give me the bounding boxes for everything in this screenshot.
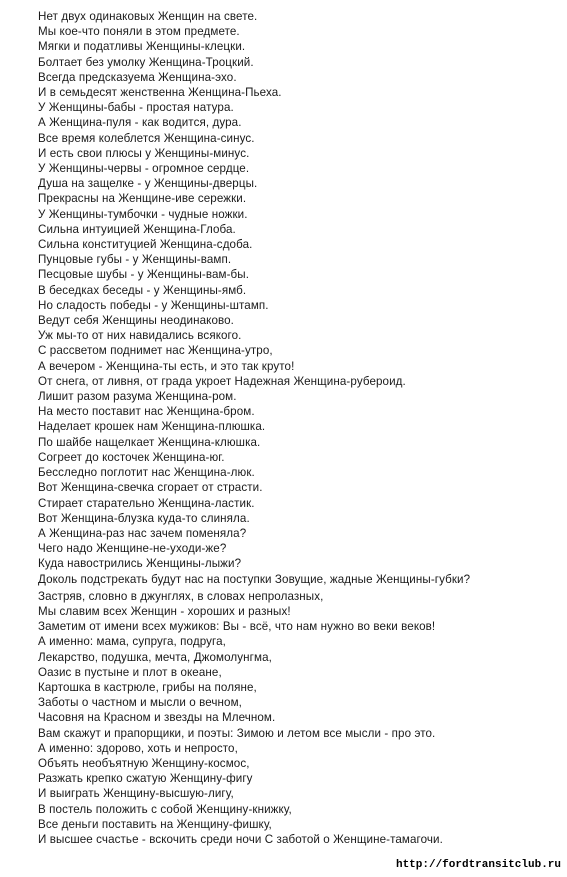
poem-line: Лишит разом разума Женщина-ром. <box>38 390 237 404</box>
poem-line: Бесследно поглотит нас Женщина-люк. <box>38 466 255 480</box>
poem-line: Заботы о частном и мысли о вечном, <box>38 696 242 710</box>
poem-line: У Женщины-бабы - простая натура. <box>38 101 234 115</box>
poem-line: А Женщина-пуля - как водится, дура. <box>38 116 242 130</box>
poem-line: Доколь подстрекать будут нас на поступки Зовущие, жадные Женщины-губки? <box>38 572 471 586</box>
poem-line: И выиграть Женщину-высшую-лигу, <box>38 787 234 801</box>
poem-line: С рассветом поднимет нас Женщина-утро, <box>38 344 273 358</box>
poem-line: Но сладость победы - у Женщины-штамп. <box>38 298 269 312</box>
poem-line: У Женщины-тумбочки - чудные ножки. <box>38 207 248 221</box>
poem-line: Мы кое-что поняли в этом предмете. <box>38 25 240 39</box>
poem-line: Нет двух одинаковых Женщин на свете. <box>38 10 258 23</box>
poem-line: Вот Женщина-свечка сгорает от страсти. <box>38 481 263 495</box>
poem-line: Лекарство, подушка, мечта, Джомолунгма, <box>38 650 272 664</box>
poem-text <box>38 9 558 847</box>
poem-line: Стирает старательно Женщина-ластик. <box>38 496 255 510</box>
poem-line: И высшее счастье - вскочить среди ночи С заботой о Женщине-тамагочи. <box>38 832 443 846</box>
poem-line: Прекрасны на Женщине-иве сережки. <box>38 192 247 206</box>
poem-line: Сильна интуицией Женщина-Глоба. <box>38 222 236 236</box>
poem-line: От снега, от ливня, от града укроет Надежная Женщина-рубероид. <box>38 374 406 388</box>
poem-line: Часовня на Красном и звезды на Млечном. <box>38 711 276 725</box>
source-url-watermark: http://fordtransitclub.ru <box>395 859 561 871</box>
poem-line: Разжать крепко сжатую Женщину-фигу <box>38 772 253 786</box>
poem-line: Ведут себя Женщины неодинаково. <box>38 314 234 328</box>
poem-line: Объять необъятную Женщину-космос, <box>38 756 250 770</box>
poem-line: Картошка в кастрюле, грибы на поляне, <box>38 680 257 694</box>
poem-line: В постель положить с собой Женщину-книжку, <box>38 802 292 816</box>
poem-line: Вам скажут и прапорщики, и поэты: Зимою и летом все мысли - про это. <box>38 726 436 740</box>
poem-line: Уж мы-то от них навидались всякого. <box>38 329 242 343</box>
poem-line: Песцовые шубы - у Женщины-вам-бы. <box>38 268 250 282</box>
poem-line: А именно: здорово, хоть и непросто, <box>38 741 238 755</box>
poem-line: В беседках беседы - у Женщины-ямб. <box>38 283 247 297</box>
poem-line: Заметим от имени всех мужиков: Вы - всё, что нам нужно во веки веков! <box>38 620 436 634</box>
poem-line: Болтает без умолку Женщина-Троцкий. <box>38 55 254 69</box>
poem-line: Пунцовые губы - у Женщины-вамп. <box>38 253 232 267</box>
poem-line: А Женщина-раз нас зачем поменяла? <box>38 526 247 540</box>
poem-line: И есть свои плюсы у Женщины-минус. <box>38 146 250 160</box>
poem-line: Всегда предсказуема Женщина-эхо. <box>38 70 237 84</box>
poem-line: Все время колеблется Женщина-синус. <box>38 131 255 145</box>
poem-line: А именно: мама, супруга, подруга, <box>38 635 226 649</box>
poem-line: Оазис в пустыне и плот в океане, <box>38 665 222 679</box>
poem-line: Сильна конституцией Женщина-сдоба. <box>38 238 253 252</box>
poem-line: Мы славим всех Женщин - хороших и разных! <box>38 604 291 618</box>
poem-line: Куда навострились Женщины-лыжи? <box>38 557 242 571</box>
poem-line: Вот Женщина-блузка куда-то слиняла. <box>38 511 250 525</box>
poem-line: Наделает крошек нам Женщина-плюшка. <box>38 420 266 434</box>
poem-line: Мягки и податливы Женщины-клецки. <box>38 40 246 54</box>
poem-line: Застряв, словно в джунглях, в словах непролазных, <box>38 589 324 603</box>
poem-line: Все деньги поставить на Женщину-фишку, <box>38 817 272 831</box>
poem-line: И в семьдесят женственна Женщина-Пьеха. <box>38 86 282 100</box>
poem-line: По шайбе нащелкает Женщина-клюшка. <box>38 435 261 449</box>
poem-line: Душа на защелке - у Женщины-дверцы. <box>38 177 258 191</box>
poem-line: На место поставит нас Женщина-бром. <box>38 405 255 419</box>
poem-line: А вечером - Женщина-ты есть, и это так круто! <box>38 359 295 373</box>
poem-line: Согреет до косточек Женщина-юг. <box>38 450 225 464</box>
poem-line: У Женщины-червы - огромное сердце. <box>38 162 250 176</box>
poem-line: Чего надо Женщине-не-уходи-же? <box>38 542 227 556</box>
